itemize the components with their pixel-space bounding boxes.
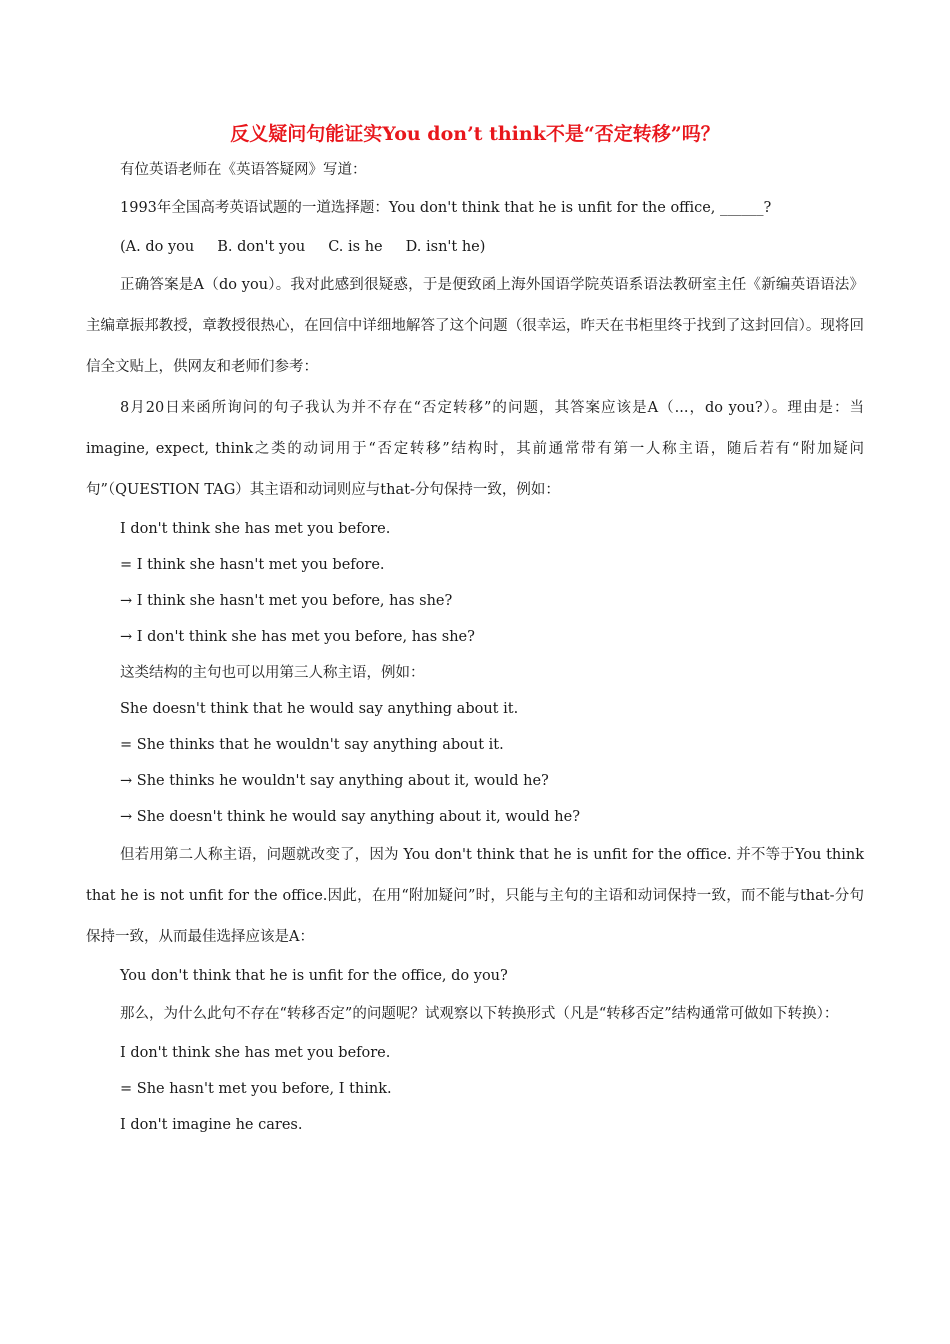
example-sentence: → I don't think she has met you before, has she? — [120, 629, 475, 645]
example-sentence: → She thinks he wouldn't say anything about it, would he? — [120, 773, 549, 789]
example-sentence: = I think she hasn't met you before. — [120, 557, 385, 573]
example-sentence: I don't think she has met you before. — [120, 521, 391, 537]
example-sentence: = She thinks that he wouldn't say anything about it. — [120, 737, 504, 753]
example-sentence: = She hasn't met you before, I think. — [120, 1081, 392, 1097]
example-sentence: → I think she hasn't met you before, has she? — [120, 593, 453, 609]
example-sentence: She doesn't think that he would say anything about it. — [120, 701, 519, 717]
paragraph-conversion: 那么，为什么此句不存在“转移否定”的问题呢？试观察以下转换形式（凡是“转移否定”结构通常可做如下转换）： — [120, 1006, 839, 1022]
paragraph-second-person: 但若用第二人称主语，问题就改变了，因为 You don't think that he is unfit for the office. 并不等于You think that he is not unfit for the office.因此，在用“附加疑问”时，只能与主句的主语和动词保持一致，而不能与that-分句保持一致，从而最佳选择应该是A： — [86, 847, 864, 945]
example-sentence: I don't think she has met you before. — [120, 1045, 391, 1061]
paragraph-options: (A. do you B. don't you C. is he D. isn't he) — [120, 239, 486, 255]
paragraph-exam-question: 1993年全国高考英语试题的一道选择题：You don't think that he is unfit for the office, ______? — [120, 200, 772, 216]
paragraph-intro: 有位英语老师在《英语答疑网》写道： — [120, 162, 367, 178]
paragraph-reply: 8月20日来函所询问的句子我认为并不存在“否定转移”的问题，其答案应该是A（...，do you?）。理由是：当imagine, expect, think之类的动词用于“否定转移”结构时，其前通常带有第一人称主语，随后若有“附加疑问句”（QUESTION TAG）其主语和动词则应与that-分句保持一致，例如： — [86, 400, 864, 498]
example-sentence: You don't think that he is unfit for the office, do you? — [120, 968, 508, 984]
example-sentence: I don't imagine he cares. — [120, 1117, 303, 1133]
example-sentence: → She doesn't think he would say anything about it, would he? — [120, 809, 580, 825]
paragraph-third-person: 这类结构的主句也可以用第三人称主语，例如： — [120, 665, 425, 681]
paragraph-answer: 正确答案是A（do you）。我对此感到很疑惑，于是便致函上海外国语学院英语系语法教研室主任《新编英语语法》主编章振邦教授，章教授很热心，在回信中详细地解答了这个问题（很幸运，昨天在书柜里终于找到了这封回信）。现将回信全文贴上，供网友和老师们参考： — [86, 277, 864, 375]
document-title: 反义疑问句能证实You don’t think不是“否定转移”吗？ — [230, 123, 720, 145]
document-page — [86, 120, 864, 1143]
